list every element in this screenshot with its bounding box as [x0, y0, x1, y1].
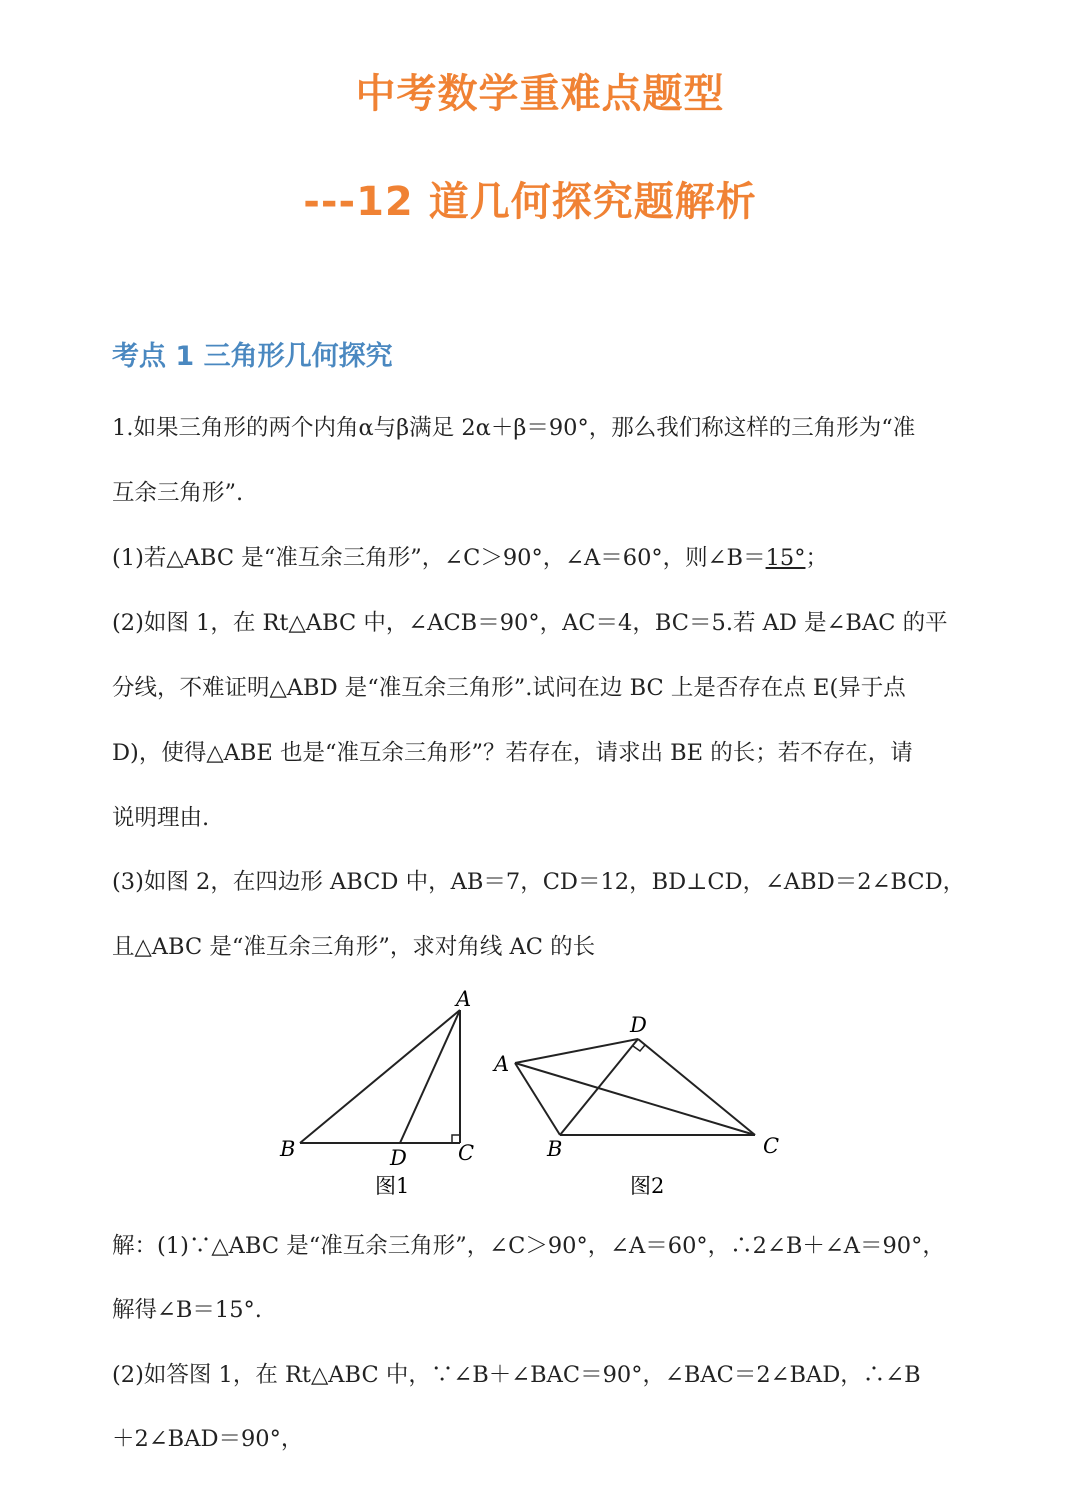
solution-2-line-2: ＋2∠BAD＝90°， [112, 1426, 304, 1452]
title-line-2: ---12 道几何探究题解析 [303, 179, 757, 225]
figure-2 [515, 1039, 755, 1135]
fig1-caption: 图1 [375, 1174, 410, 1198]
fig2-side-DC [638, 1039, 755, 1135]
question-3-line-1: (3)如图 2，在四边形 ABCD 中，AB＝7，CD＝12，BD⊥CD，∠ABD＝2∠BCD， [112, 869, 966, 895]
question-2-line-4: 说明理由. [112, 805, 210, 831]
question-3-line-2: 且△ABC 是“准互余三角形”，求对角线 AC 的长 [112, 934, 596, 960]
question-1-text: (1)若△ABC 是“准互余三角形”，∠C＞90°，∠A＝60°，则∠B＝ [112, 545, 766, 571]
problem-intro-line-2: 互余三角形”. [112, 480, 244, 506]
fig1-segment-AD [400, 1010, 460, 1143]
question-2-line-3: D)，使得△ABE 也是“准互余三角形”？若存在，请求出 BE 的长；若不存在，请 [112, 740, 913, 766]
question-2-line-2: 分线，不难证明△ABD 是“准互余三角形”.试问在边 BC 上是否存在点 E(异于点 [112, 675, 906, 701]
geometry-figures [270, 980, 810, 1210]
question-1-end: ； [805, 545, 828, 571]
fig1-label-C: C [458, 1141, 475, 1165]
fig2-diagonal-BD [560, 1039, 638, 1135]
fig2-label-D: D [630, 1013, 647, 1037]
fig1-side-AB [300, 1010, 460, 1143]
problem-intro-line-1: 1.如果三角形的两个内角α与β满足 2α＋β＝90°，那么我们称这样的三角形为“准 [112, 415, 916, 441]
question-2-line-1: (2)如图 1，在 Rt△ABC 中，∠ACB＝90°，AC＝4，BC＝5.若 AD 是∠BAC 的平 [112, 610, 948, 636]
question-1 [112, 540, 828, 572]
fig2-label-C: C [763, 1134, 780, 1158]
fig2-diagonal-AC [515, 1063, 755, 1135]
solution-1-line-2: 解得∠B＝15°. [112, 1297, 262, 1323]
figure-1 [300, 1010, 460, 1143]
fig1-label-D: D [390, 1146, 407, 1170]
fig1-label-B: B [280, 1137, 296, 1161]
section-heading: 考点 1 三角形几何探究 [112, 341, 393, 372]
solution-2-line-1: (2)如答图 1，在 Rt△ABC 中，∵∠B＋∠BAC＝90°，∠BAC＝2∠BAD，∴∠B [112, 1362, 921, 1388]
fig1-label-A: A [456, 987, 472, 1011]
fig2-label-A: A [494, 1052, 510, 1076]
solution-1-line-1: 解：(1)∵△ABC 是“准互余三角形”，∠C＞90°，∠A＝60°，∴2∠B＋∠A＝90°， [112, 1233, 945, 1259]
fig2-label-B: B [547, 1137, 563, 1161]
fig2-caption: 图2 [630, 1174, 665, 1198]
title-line-1: 中考数学重难点题型 [355, 71, 725, 117]
question-1-answer: 15° [765, 545, 806, 571]
fig2-side-AD [515, 1039, 638, 1063]
fig2-right-angle-mark [633, 1045, 645, 1051]
